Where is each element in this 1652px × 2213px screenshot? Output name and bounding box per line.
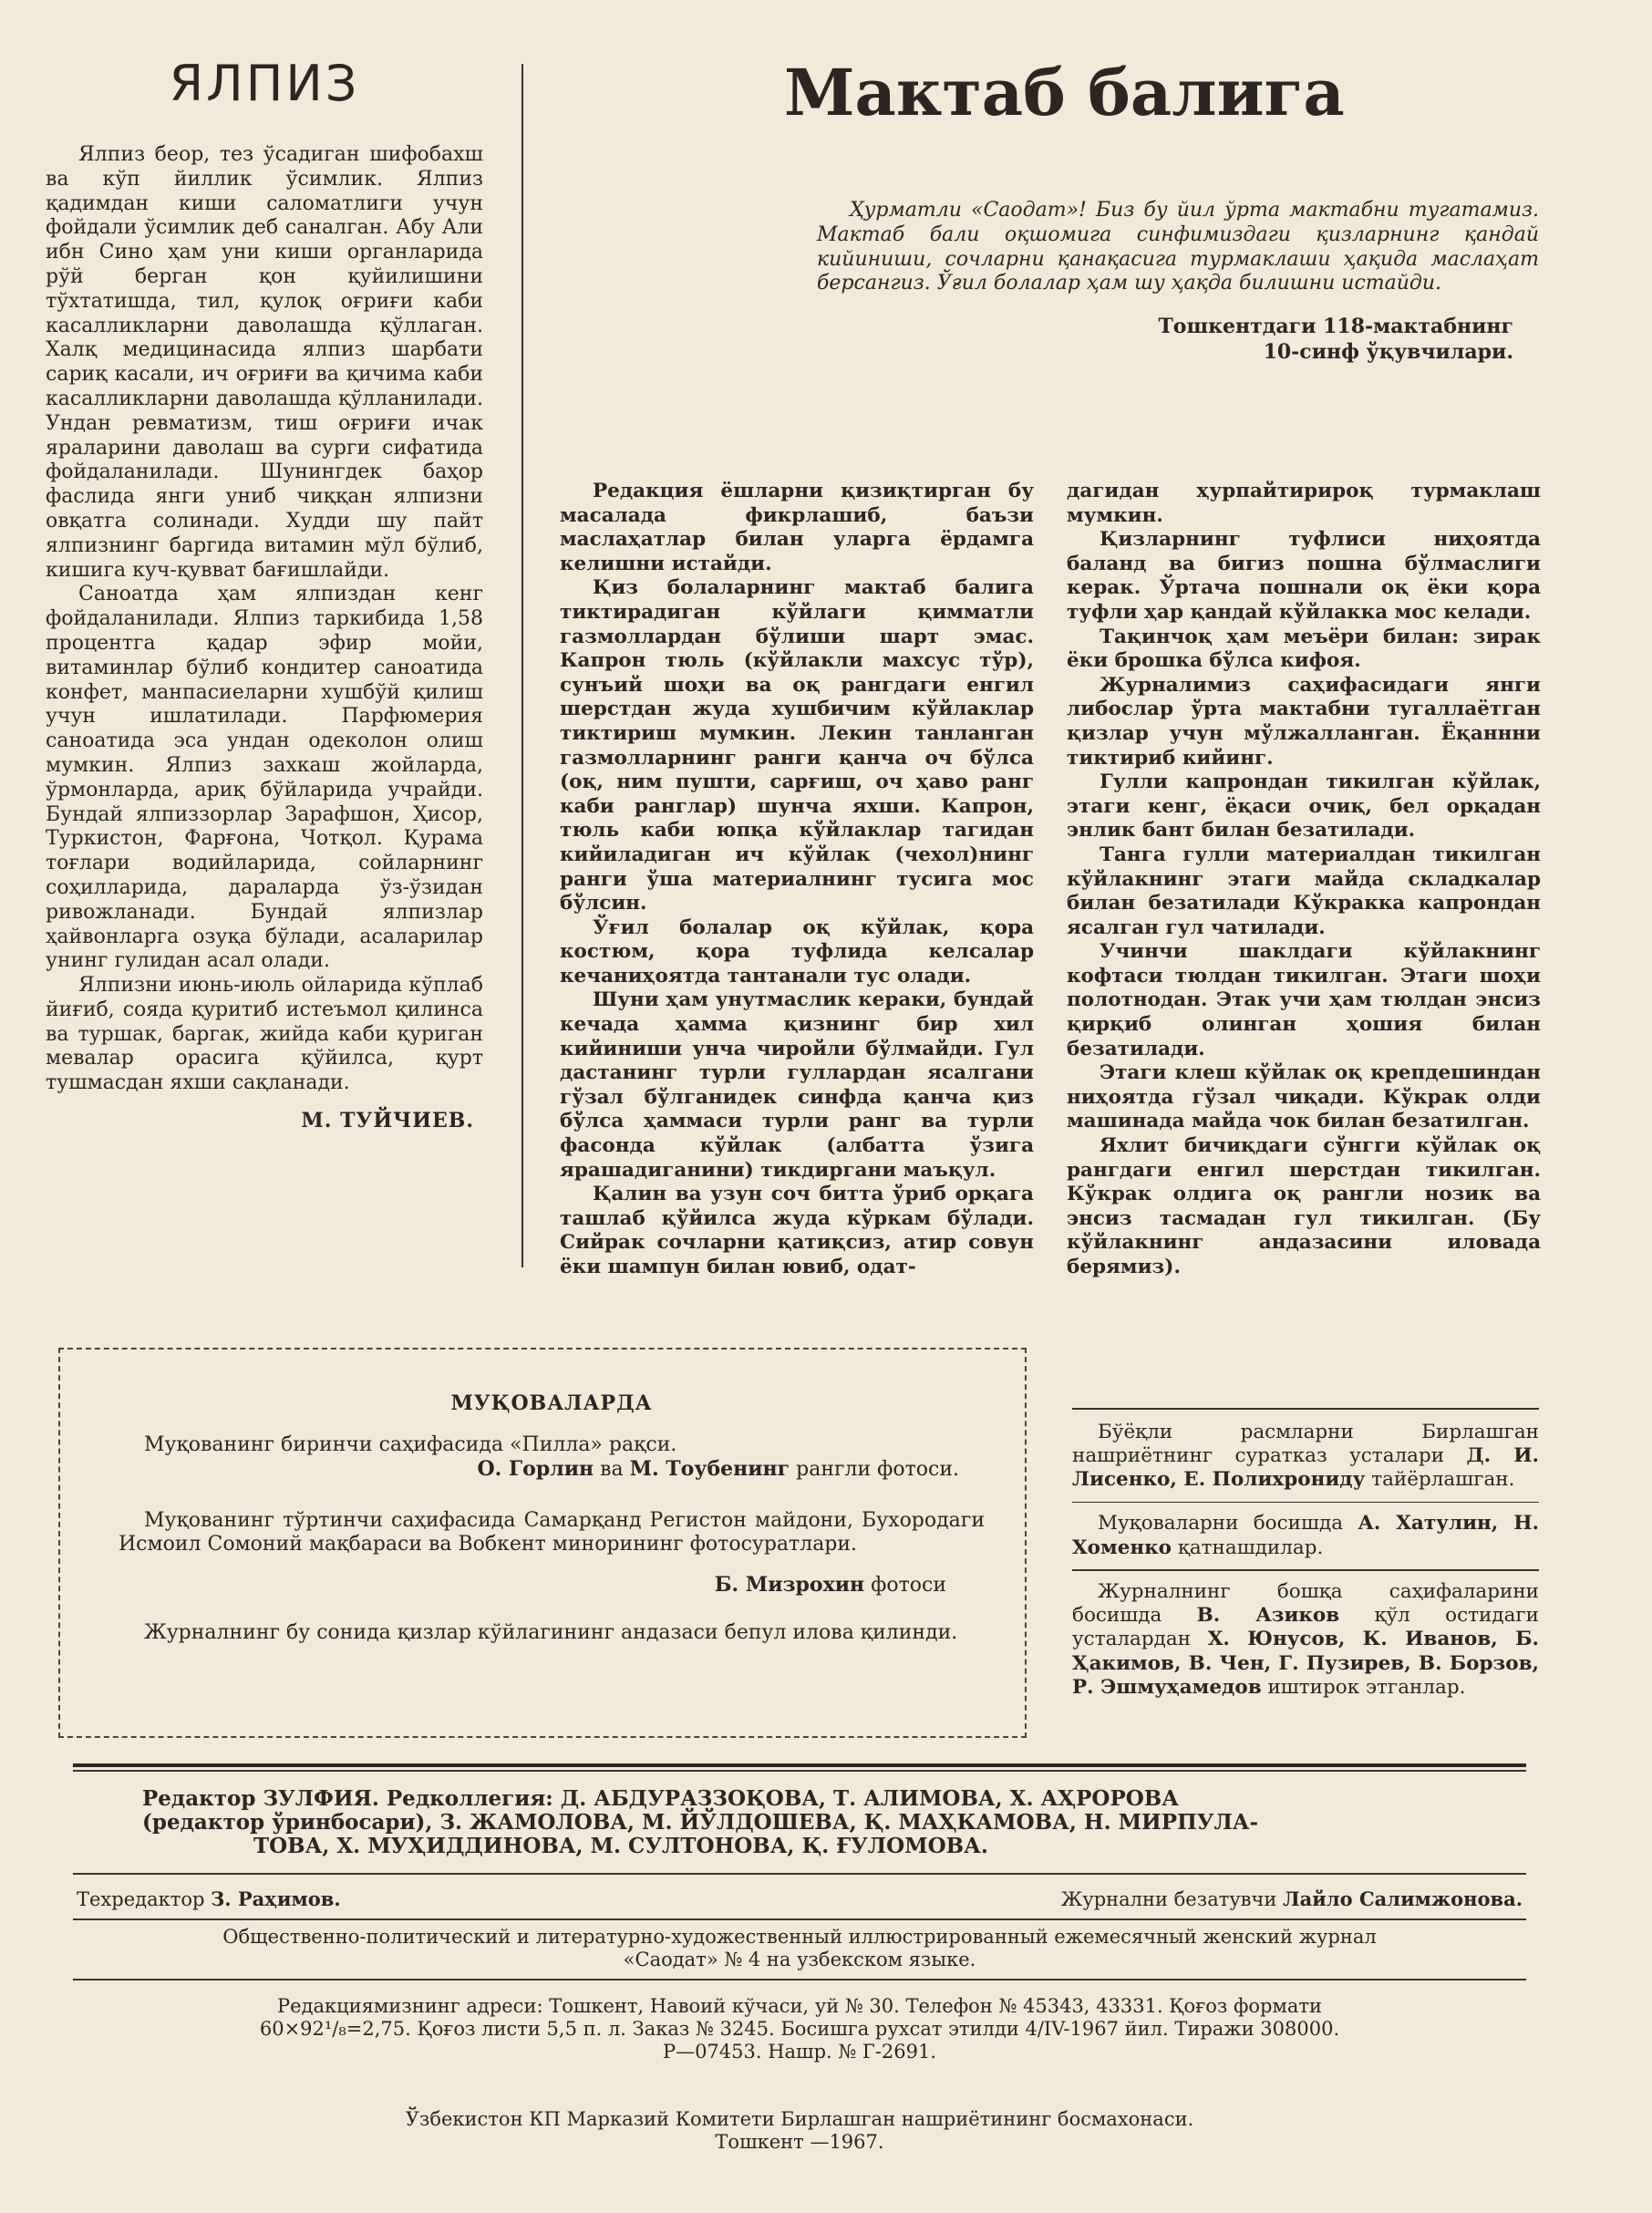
covers-content	[119, 1391, 985, 1645]
masthead-rule	[73, 1918, 1526, 1920]
maktab-column-1	[560, 480, 1034, 1280]
yalpiz-paragraph: Ялпиз беор, тез ўсадиган шифобахш ва кўп йиллик ўсимлик. Ялпиз қадимдан киши саломатлиги учун фойдали ўсимлик деб саналган. Абу Али ибн Сино ҳам уни киши органларида рўй берган қон қуйилишини тўхтатишда, тил, қулоқ оғриғи каби касалликларни даволашда қўллаган. Халқ медицинасида ялпиз шарбати сариқ касали, ич оғриғи ва қичима каби касалликларни даволашда қўлланилади. Ундан ревматизм, тиш оғриғи ичак яраларини даволаш ва сурги сифатида фойдаланилади. Шунингдек баҳор фаслида янги униб чиққан ялпизни овқатга солинади. Худди шу пайт ялпизнинг баргида витамин мўл бўлиб, кишига куч-қувват бағишлайди.	[46, 143, 483, 582]
covers-title: МУҚОВАЛАРДА	[450, 1391, 653, 1415]
journal-description	[73, 1926, 1526, 1971]
editorial-board	[142, 1787, 1510, 1858]
photographer-1: О. Горлин	[477, 1457, 594, 1481]
tech-editor: Техредактор З. Раҳимов.	[77, 1887, 341, 1910]
yalpiz-author: М. ТУЙЧИЕВ.	[301, 1109, 474, 1133]
maktab-paragraph: Қизларнинг туфлиси ниҳоятда баланд ва бигиз пошна бўлмаслиги керак. Ўртача пошнали оқ ёки қора туфли ҳар қандай кўйлакка мос келади.	[1067, 528, 1541, 624]
covers-and: ва	[594, 1458, 630, 1481]
maktab-paragraph: Танга гулли материалдан тикилган кўйлакнинг этаги майда складкалар билан безатилади Кўкракка капрондан ясалган гул чатилади.	[1067, 843, 1541, 939]
maktab-letter: Ҳурматли «Саодат»! Биз бу йил ўрта мактабни тугатамиз. Мактаб бали оқшомига синфимиздаги қизларнинг қандай кийиниши, сочларни қанақасига турмаклаши ҳақида маслаҳат берсангиз. Ўғил болалар ҳам шу ҳақда билишни истайди.	[817, 199, 1539, 295]
yalpiz-title: ЯЛПИЗ	[169, 55, 360, 112]
photographer-3: Б. Мизрохин	[714, 1573, 865, 1597]
masthead-rule-thin	[73, 1770, 1526, 1772]
column-divider	[521, 64, 523, 1267]
signature-line-2: 10-синф ўқувчилари.	[1263, 340, 1513, 364]
yalpiz-article	[46, 55, 483, 1132]
maktab-paragraph: Этаги клеш кўйлак оқ крепдешиндан ниҳоятда гўзал чиқади. Кўкрак олди машинада майда чок билан безатилган.	[1067, 1061, 1541, 1133]
covers-photo-end: фотоси	[864, 1574, 946, 1597]
masthead-rule	[73, 1763, 1526, 1767]
maktab-paragraph: Журналимиз саҳифасидаги янги либослар ўрта мактабни тугаллаётган қизлар учун мўлжалланган. Ёқаннни тиктириб кийинг.	[1067, 673, 1541, 770]
maktab-title: Мактаб балига	[784, 55, 1345, 130]
yalpiz-body	[46, 143, 483, 1096]
printer-info	[73, 2108, 1526, 2154]
publication-info	[73, 1995, 1526, 2063]
maktab-signature	[1003, 314, 1513, 365]
credit-2: Муқоваларни босишда А. Хатулин, Н. Хоменко қатнашдилар.	[1072, 1512, 1540, 1559]
yalpiz-paragraph: Ялпизни июнь-июль ойларида кўплаб йиғиб, сояда қуритиб истеъмол қилинса ва туршак, баргак, жийда каби қуриган мевалар орасига қўйилса, қурт тушмасдан яхши сақланади.	[46, 974, 483, 1095]
desc-line-2: «Саодат» № 4 на узбекском языке.	[623, 1949, 976, 1970]
photographer-2: М. Тоубенинг	[629, 1457, 790, 1481]
credits-divider	[1072, 1408, 1539, 1410]
editor-line-2: (редактор ўринбосари), З. ЖАМОЛОВА, М. ЙЎЛДОШЕВА, Қ. МАҲКАМОВА, Н. МИРПУЛА-	[142, 1810, 1259, 1835]
covers-photo-credit	[119, 1573, 985, 1598]
covers-para-3: Журналнинг бу сонида қизлар кўйлагининг андазаси бепул илова қилинди.	[144, 1621, 958, 1644]
addr-line-3: Р—07453. Нашр. № Г-2691.	[662, 2041, 937, 2063]
maktab-paragraph: Редакция ёшларни қизиқтирган бу масалада фикрлашиб, баъзи маслаҳатлар билан уларга ёрдамга келишни истайди.	[560, 480, 1034, 575]
desc-line-1: Общественно-политический и литературно-художественный иллюстрированный ежемесячный женский журнал	[222, 1926, 1377, 1948]
masthead-rule	[73, 1873, 1526, 1875]
editor-line-3: ТОВА, Х. МУҲИДДИНОВА, М. СУЛТОНОВА, Қ. ҒУЛОМОВА.	[253, 1834, 988, 1858]
maktab-column-2	[1067, 480, 1541, 1280]
credit-3: Журналнинг бошқа саҳифаларини босишда В. Азиков қўл остидаги усталардан Х. Юнусов, К. Иванов, Б. Ҳакимов, В. Чен, Г. Пузирев, В. Борзов, Р. Эшмуҳамедов иштирок этганлар.	[1072, 1579, 1539, 1700]
printer-line-2: Тошкент —1967.	[715, 2131, 884, 2153]
covers-line-2-end: рангли фотоси.	[790, 1458, 959, 1481]
addr-line-1: Редакциямизнинг адреси: Тошкент, Навоий кўчаси, уй № 30. Телефон № 45343, 43331. Қоғоз формати	[277, 1995, 1322, 2017]
maktab-paragraph: Учинчи шаклдаги кўйлакнинг кофтаси тюлдан тикилган. Этаги шоҳи полотнодан. Этак учи ҳам тюлдан энсиз қирқиб олинган ҳошия билан безатилади.	[1067, 940, 1541, 1060]
covers-para-2: Муқованинг тўртинчи саҳифасида Самарқанд Регистон майдони, Бухородаги Исмоил Сомоний мақбараси ва Вобкент минорининг фотосуратлари.	[119, 1509, 985, 1556]
masthead-rule	[73, 1979, 1526, 1980]
maktab-paragraph: Яхлит бичиқдаги сўнгги кўйлак оқ рангдаги енгил шерстдан тикилган. Кўкрак олдига оқ рангли нозик ва энсиз тасмадан гул тикилган. (Бу кўйлакнинг андазасини иловада берямиз).	[1067, 1134, 1541, 1278]
printer-line-1: Ўзбекистон КП Марказий Комитети Бирлашган нашриётининг босмахонаси.	[405, 2108, 1194, 2130]
addr-line-2: 60×92¹/₈=2,75. Қоғоз листи 5,5 п. л. Заказ № 3245. Босишга рухсат этилди 4/IV-1967 йил. Тиражи 308000.	[259, 2018, 1340, 2040]
signature-line-1: Тошкентдаги 118-мактабнинг	[1158, 315, 1513, 338]
covers-line-1: Муқованинг биринчи саҳифасида «Пилла» рақси.	[144, 1433, 677, 1456]
maktab-paragraph: Қалин ва узун соч битта ўриб орқага ташлаб қўйилса жуда кўркам бўлади. Сийрак сочларни қатиқсиз, атир совун ёки шампун билан ювиб, одат-	[560, 1183, 1034, 1278]
maktab-paragraph: дагидан ҳурпайтирироқ турмаклаш мумкин.	[1067, 480, 1541, 527]
credit-1: Бўёқли расмларни Бирлашган нашриётнинг суратказ усталари Д. И. Лисенко, Е. Полихрониду тайёрлашган.	[1072, 1420, 1539, 1492]
maktab-paragraph: Қиз болаларнинг мактаб балига тиктирадиган кўйлаги қимматли газмоллардан бўлиши шарт эмас. Капрон тюль (кўйлакли махсус тўр), сунъий шоҳи ва оқ рангдаги енгил шерстдан жуда хушбичим кўйлаклар тиктириш мумкин. Лекин танланган газмолларнинг ранги қанча оч бўлса (оқ, ним пушти, сарғиш, оч ҳаво ранг каби ранглар) шунча яхши. Капрон, тюль каби юпқа кўйлаклар тагидан кийиладиган ич кўйлак (чехол)нинг ранги ўша материалнинг тусига мос бўлсин.	[560, 576, 1034, 915]
credits-divider	[1072, 1502, 1539, 1504]
maktab-paragraph: Тақинчоқ ҳам меъёри билан: зирак ёки брошка бўлса кифоя.	[1067, 625, 1541, 673]
maktab-paragraph: Ўғил болалар оқ кўйлак, қора костюм, қора туфлида келсалар кечаниҳоятда тантанали тус олади.	[560, 915, 1034, 988]
designer: Журнални безатувчи Лайло Салимжонова.	[1060, 1887, 1523, 1910]
maktab-paragraph: Гулли капрондан тикилган кўйлак, этаги кенг, ёқаси очиқ, бел орқадан энлик бант билан безатилади.	[1067, 770, 1541, 843]
maktab-paragraph: Шуни ҳам унутмаслик кераки, бундай кечада ҳамма қизнинг бир хил кийиниши унча чиройли бўлмайди. Гул дастанинг турли гуллардан ясалгани гўзал бўлганидек синфда қанча қиз бўлса ҳаммаси турли ранг ва турли фасонда кўйлак (албатта ўзига ярашадиганини) тикдиргани маъқул.	[560, 988, 1034, 1182]
yalpiz-paragraph: Саноатда ҳам ялпиздан кенг фойдаланилади. Ялпиз таркибида 1,58 процентга қадар эфир мойи, витаминлар бўлиб кондитер саноатида конфет, манпасиеларни хушбўй қилиш учун ишлатилади. Парфюмерия саноатида эса ундан одеколон олиш мумкин. Ялпиз захкаш жойларда, ўрмонларда, ариқ бўйларида учрайди. Бундай ялпиззорлар Зарафшон, Ҳисор, Туркистон, Фарғона, Чотқол. Қурама тоғлари водийларида, сойларнинг соҳилларида, дараларда ўз-ўзидан ривожланади. Бундай ялпизлар ҳайвонларга озуқа бўлади, асаларилар унинг гулидан асал олади.	[46, 583, 483, 973]
credits-divider	[1072, 1569, 1539, 1571]
editor-line-1: Редактор ЗУЛФИЯ. Редколлегия: Д. АБДУРАЗЗОҚОВА, Т. АЛИМОВА, Х. АҲРОРОВА	[142, 1786, 1179, 1811]
credits-column	[1072, 1408, 1539, 1701]
covers-line-2	[119, 1457, 985, 1482]
